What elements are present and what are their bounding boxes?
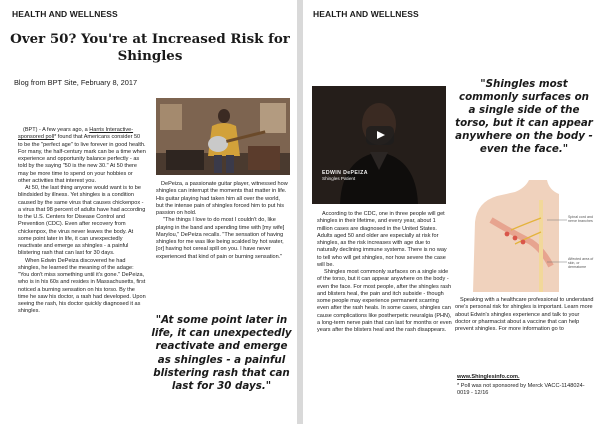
guitar-photo-illustration [156,98,290,175]
paragraph: Speaking with a healthcare professional to understand one's personal risk for shingles is important. Learn more about Edwin's shingles experience and talk to your doctor or pharmacist about a vaccine that can help prevent shingles. For more information go to [455,297,594,332]
caption-subtitle: Shingles Patient [322,176,356,181]
paragraph-text: (BPT) - A few years ago, a [23,127,90,133]
caption-name: EDWIN DePEIZA [322,170,368,176]
play-button[interactable] [366,126,394,145]
article-headline: Over 50? You're at Increased Risk for Shingles [10,31,290,64]
anatomy-label: Spinal cord and nerve branches [568,215,593,224]
harris-poll-link[interactable]: Harris Interactive-sponsored poll [18,127,134,141]
right-page [303,0,600,424]
guitar-player-photo [156,98,290,175]
paragraph: When Edwin DePeiza discovered he had shingles, he learned the meaning of the adage: "You don't miss something until it's gone." DePeiza, who is in his 60s and resides in Massachusetts, first noticed a burning sensation on his torso. By the time he saw his doctor, a rash had developed. Upon seeing the rash, his doctor quickly diagnosed it as shingles. [18,257,146,315]
article-column-2 [156,181,289,308]
anatomy-label: Affected area of skin, or dermatome [568,257,594,270]
pull-quote: "Shingles most commonly surfaces on a single side of the torso, but it can appear anywhere on the body - even the face." [455,78,593,155]
video-thumbnail [312,86,446,204]
left-page [0,0,297,424]
play-icon [377,131,385,139]
paragraph-text: * found that Americans consider 50 to be the "perfect age" to live forever in good health. For many, the half-century mark can be a time when experience and opportunity balance perfectly - as told by the saying "50 is the new 30." At 50 there may be more time to spend on your hobbies or other activities that interest you. [18,134,146,184]
paragraph: DePeiza, a passionate guitar player, witnessed how shingles can interrupt the moments that matter in life. His guitar playing had taken him all over the world, but the intense pain of shingles forced him to put his passion on hold. [156,181,288,216]
video-caption [322,170,368,181]
paragraph: "The things I love to do most I couldn't do, like playing in the band and spending time with [my wife] Marylou," DePeiza recalls. "The sensation of having shingles for me was like being scalded by hot water, [or] having hot cereal spill on you. I have never experienced that kind of pain or burning sensation." [156,217,285,260]
paragraph: Shingles most commonly surfaces on a single side of the torso, but it can appear anywhere on the body - even the face. For most people, after the shingles rash and blisters heal, the pain and itch subside - though some people may experience permanent scarring even after the rash heals. In some cases, shingles can cause complications like postherpetic neuralgia (PHN), a long-term nerve pain that can last for months or even years after the blisters heal and the rash disappears. [317,269,452,333]
article-column-1 [18,127,146,419]
section-label: HEALTH AND WELLNESS [12,9,118,19]
pull-quote: "At some point later in life, it can unexpectedly reactivate and emerge as shingles - a painful blistering rash that can last for 30 days." [151,314,292,393]
footnote: * Poll was not sponsored by Merck VACC-1148024-0019 - 12/16 [457,383,585,396]
paragraph: At 50, the last thing anyone would want is to be blindsided by illness. Yet shingles is a condition caused by the same virus that causes chickenpox - a virus that 98 percent of adults have had according to the U.S. Centers for Disease Control and Prevention (CDC). Even after recovery from chickenpox, the virus never leaves the body. At some point later in life, it can unexpectedly reactivate and emerge as shingles - a painful blistering rash that can last for 30 days. [18,185,146,257]
shingles-anatomy-illustration [455,180,595,292]
paragraph: According to the CDC, one in three people will get shingles in their lifetime, and every year, about 1 million cases are diagnosed in the United States. Adults aged 50 and older are especially at risk for shingles, as the risk increases with age due to naturally declining immune systems. There is no way to tell who will get shingles, nor how severe the case will be. [317,211,447,268]
video-player[interactable] [312,86,446,204]
article-byline: Blog from BPT Site, February 8, 2017 [14,78,138,87]
shingles-info-link[interactable]: www.Shinglesinfo.com. [457,374,520,380]
section-label: HEALTH AND WELLNESS [313,9,419,19]
torso-diagram [455,180,595,292]
article-column-3 [317,211,452,407]
paragraph [18,127,146,185]
